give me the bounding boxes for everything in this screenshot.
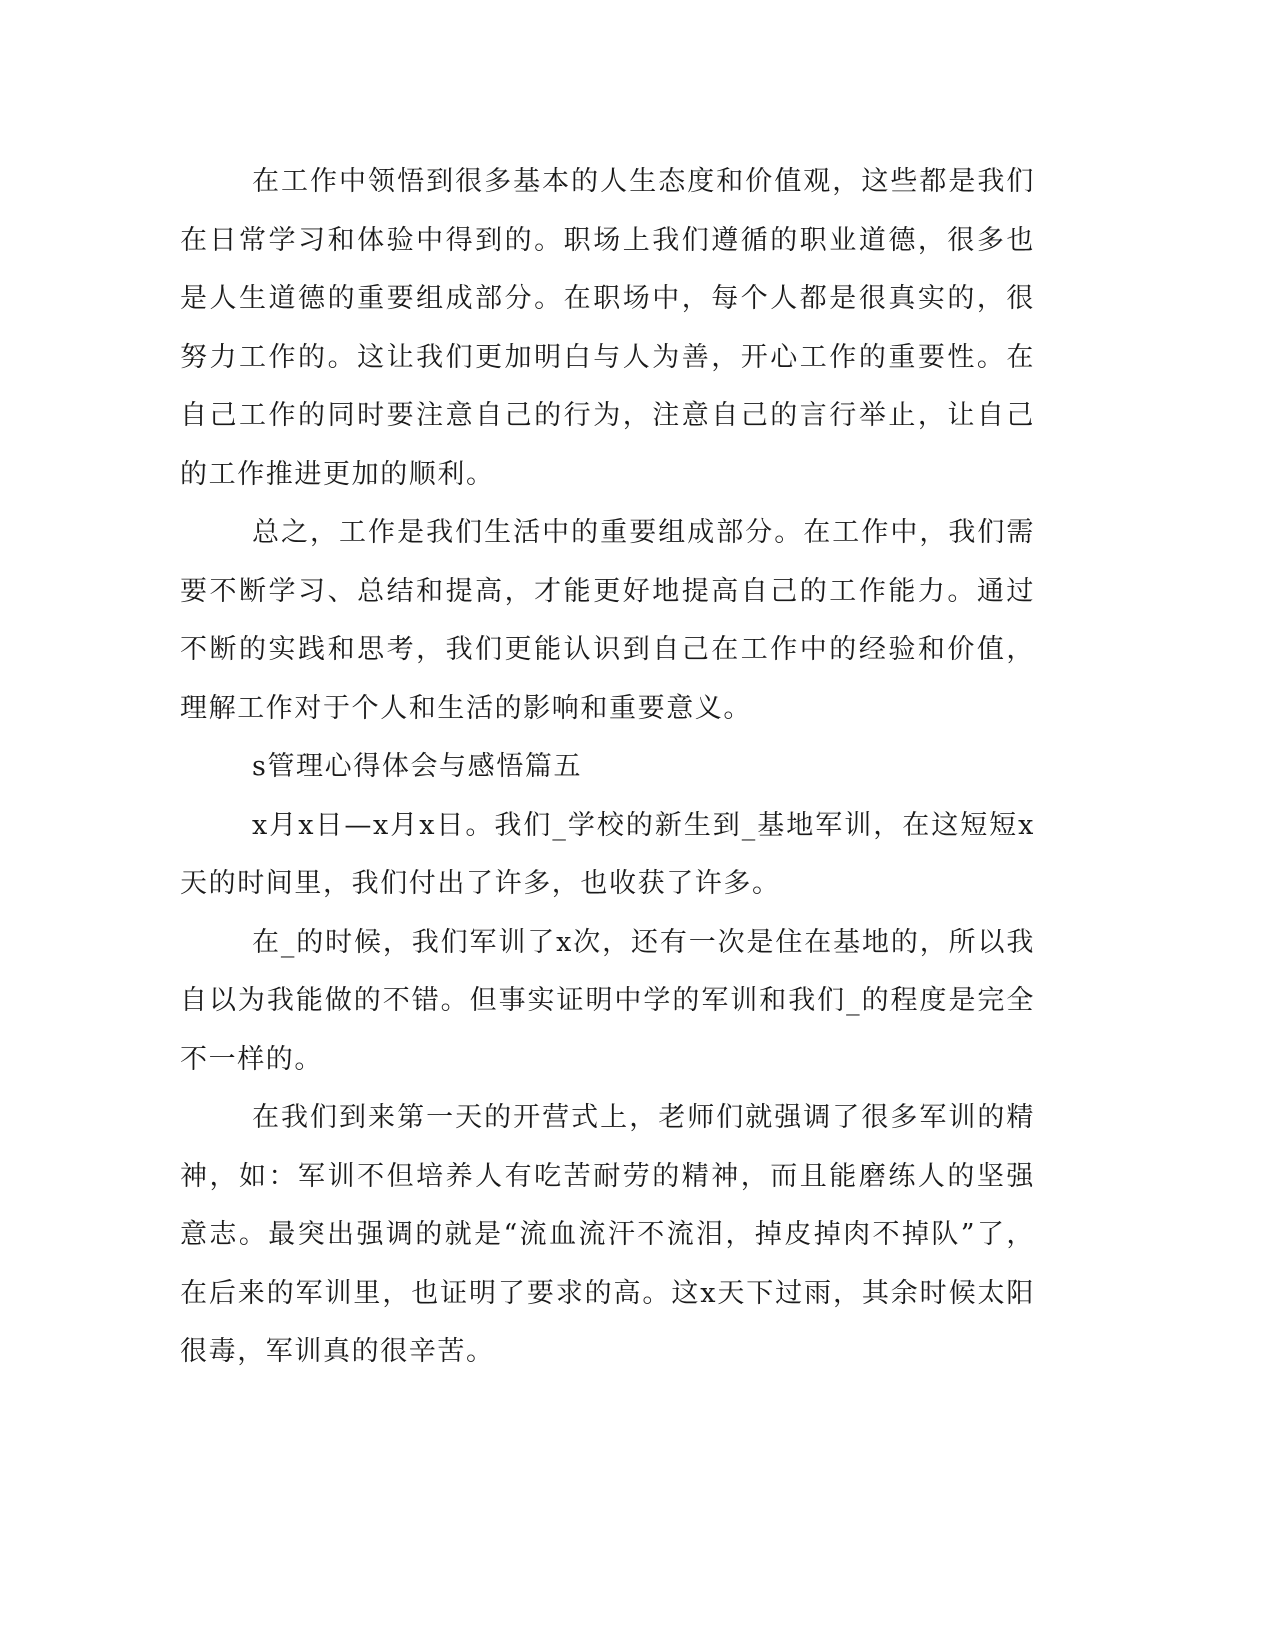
paragraph-summary: 总之，工作是我们生活中的重要组成部分。在工作中，我们需要不断学习、总结和提高，才能更好地提高自己的工作能力。通过不断的实践和思考，我们更能认识到自己在工作中的经验和价值，理解工作对于个人和生活的影响和重要意义。	[180, 517, 1035, 724]
paragraph-work-values: 在工作中领悟到很多基本的人生态度和价值观，这些都是我们在日常学习和体验中得到的。职场上我们遵循的职业道德，很多也是人生道德的重要组成部分。在职场中，每个人都是很真实的，很努力工作的。这让我们更加明白与人为善，开心工作的重要性。在自己工作的同时要注意自己的行为，注意自己的言行举止，让自己的工作推进更加的顺利。	[180, 166, 1035, 490]
document-body	[180, 153, 1035, 1382]
paragraph-opening-ceremony: 在我们到来第一天的开营式上，老师们就强调了很多军训的精神，如：军训不但培养人有吃苦耐劳的精神，而且能磨练人的坚强意志。最突出强调的就是“流血流汗不流泪，掉皮掉肉不掉队”了，在后来的军训里，也证明了要求的高。这x天下过雨，其余时候太阳很毒，军训真的很辛苦。	[180, 1102, 1035, 1367]
paragraph-training-dates: x月x日—x月x日。我们_学校的新生到_基地军训，在这短短x天的时间里，我们付出了许多，也收获了许多。	[180, 809, 1035, 899]
section-heading: s管理心得体会与感悟篇五	[252, 751, 583, 782]
paragraph-previous-training: 在_的时候，我们军训了x次，还有一次是住在基地的，所以我自以为我能做的不错。但事实证明中学的军训和我们_的程度是完全不一样的。	[180, 926, 1035, 1075]
